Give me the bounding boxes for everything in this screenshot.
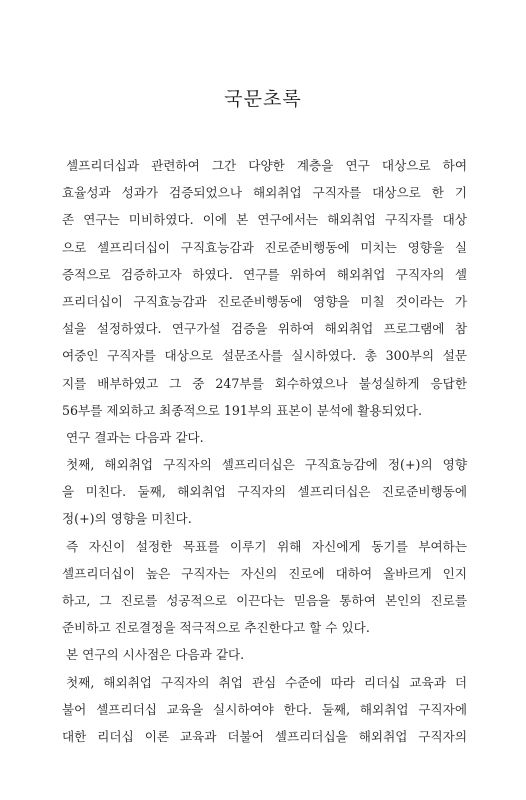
text-line: 첫째, 해외취업 구직자의 셀프리더십은 구직효능감에 정(+)의 영향 (66, 457, 467, 473)
text-line: 준비하고 진로결정을 적극적으로 추진한다고 할 수 있다. (62, 620, 370, 636)
text-line: 으로 셀프리더십이 구직효능감과 진로준비행동에 미치는 영향을 실 (62, 239, 467, 255)
text-line: 첫째, 해외취업 구직자의 취업 관심 수준에 따라 리더십 교육과 더 (66, 674, 467, 690)
text-line: 증적으로 검증하고자 하였다. 연구를 위하여 해외취업 구직자의 셀 (62, 266, 467, 282)
text-line: 프리더십이 구직효능감과 진로준비행동에 영향을 미칠 것이라는 가 (62, 293, 467, 309)
text-line: 불어 셀프리더십 교육을 실시하여야 한다. 둘째, 해외취업 구직자에 (62, 701, 467, 717)
page-title: 국문초록 (224, 88, 302, 110)
abstract-body (62, 152, 467, 750)
text-line: 셀프리더십과 관련하여 그간 다양한 계층을 연구 대상으로 하여 (66, 158, 467, 173)
text-line: 하고, 그 진로를 성공적으로 이끈다는 믿음을 통하여 본인의 진로를 (62, 593, 467, 608)
text-line: 설을 설정하였다. 연구가설 검증을 위하여 해외취업 프로그램에 참 (62, 321, 467, 337)
text-line: 56부를 제외하고 최종적으로 191부의 표본이 분석에 활용되었다. (62, 402, 423, 418)
text-line: 대한 리더십 이론 교육과 더불어 셀프리더십을 해외취업 구직자의 (62, 728, 467, 744)
text-line: 즉 자신이 설정한 목표를 이루기 위해 자신에게 동기를 부여하는 (66, 538, 467, 554)
text-line: 여중인 구직자를 대상으로 설문조사를 실시하였다. 총 300부의 설문 (62, 348, 467, 364)
text-line: 정(+)의 영향을 미친다. (62, 511, 192, 527)
text-line: 지를 배부하였고 그 중 247부를 회수하였으나 불성실하게 응답한 (62, 375, 467, 391)
text-line: 연구 결과는 다음과 같다. (66, 429, 204, 445)
text-line: 셀프리더십이 높은 구직자는 자신의 진로에 대하여 올바르게 인지 (62, 565, 467, 581)
text-line: 존 연구는 미비하였다. 이에 본 연구에서는 해외취업 구직자를 대상 (62, 212, 467, 228)
text-line: 효율성과 성과가 검증되었으나 해외취업 구직자를 대상으로 한 기 (62, 185, 467, 201)
text-line: 을 미친다. 둘째, 해외취업 구직자의 셀프리더십은 진로준비행동에 (62, 484, 467, 500)
text-line: 본 연구의 시사점은 다음과 같다. (66, 647, 245, 663)
